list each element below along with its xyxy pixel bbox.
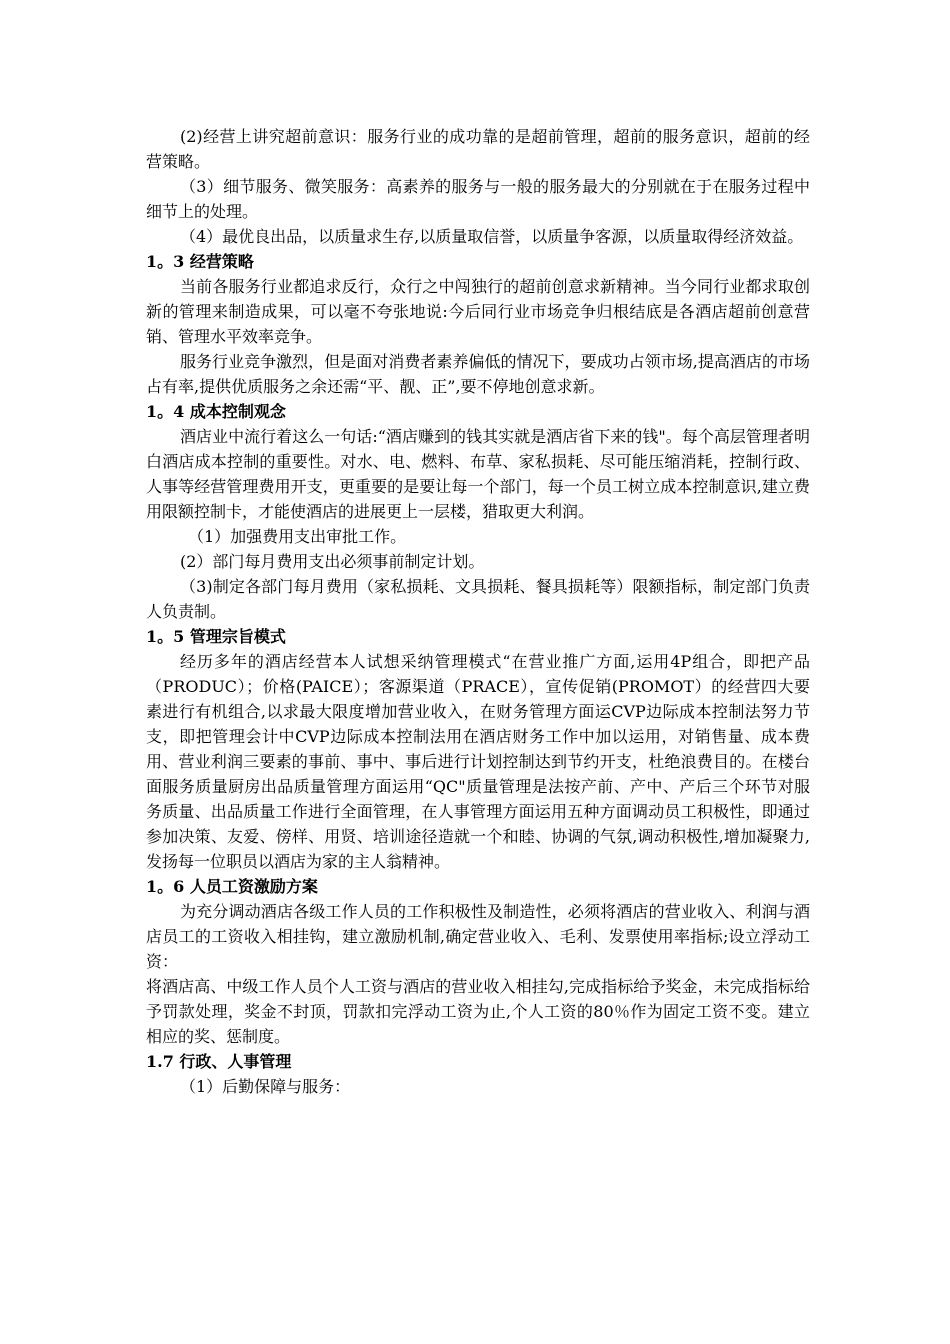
paragraph: (2)经营上讲究超前意识：服务行业的成功靠的是超前管理，超前的服务意识，超前的经营策略。 bbox=[146, 127, 810, 171]
section-heading: 1.7 行政、人事管理 bbox=[146, 1052, 292, 1071]
section-heading: 1。3 经营策略 bbox=[146, 252, 254, 271]
paragraph: 为充分调动酒店各级工作人员的工作积极性及制造性，必须将酒店的营业收入、利润与酒店员工的工资收入相挂钩，建立激励机制,确定营业收入、毛利、发票使用率指标;设立浮动工资： bbox=[146, 902, 810, 971]
paragraph: 经历多年的酒店经营本人试想采纳管理模式“在营业推广方面,运用4P组合，即把产品（PRODUC）；价格(PAICE）；客源渠道（PRACE），宣传促销(PROMOT）的经营四大要素进行有机组合,以求最大限度增加营业收入，在财务管理方面运CVP边际成本控制法努力节支，即把管理会计中CVP边际成本控制法用在酒店财务工作中加以运用，对销售量、成本费用、营业利润三要素的事前、事中、事后进行计划控制达到节约开支，杜绝浪费目的。在楼台面服务质量厨房出品质量管理方面运用“QC"质量管理是法按产前、产中、产后三个环节对服务质量、出品质量工作进行全面管理，在人事管理方面运用五种方面调动员工积极性，即通过参加决策、友爱、傍样、用贤、培训途径造就一个和睦、协调的气氛,调动积极性,增加凝聚力,发扬每一位职员以酒店为家的主人翁精神。 bbox=[146, 652, 810, 871]
section-heading: 1。6 人员工资激励方案 bbox=[146, 877, 318, 896]
section-heading: 1。5 管理宗旨模式 bbox=[146, 627, 286, 646]
section-heading: 1。4 成本控制观念 bbox=[146, 402, 286, 421]
paragraph: 当前各服务行业都追求反行，众行之中闯独行的超前创意求新精神。当今同行业都求取创新的管理来制造成果，可以毫不夸张地说:今后同行业市场竞争归根结底是各酒店超前创意营销、管理水平效率竞争。 bbox=[146, 277, 810, 346]
list-item: （1）加强费用支出审批工作。 bbox=[188, 527, 407, 546]
paragraph: （4）最优良出品，以质量求生存,以质量取信誉，以质量争客源，以质量取得经济效益。 bbox=[180, 227, 804, 246]
list-item: （1）后勤保障与服务： bbox=[180, 1077, 351, 1096]
document-body bbox=[146, 124, 810, 1099]
paragraph: 服务行业竞争激烈，但是面对消费者素养偏低的情况下，要成功占领市场,提高酒店的市场占有率,提供优质服务之余还需“平、靓、正”,要不停地创意求新。 bbox=[146, 352, 810, 396]
paragraph: 酒店业中流行着这么一句话:“酒店赚到的钱其实就是酒店省下来的钱"。每个高层管理者明白酒店成本控制的重要性。对水、电、燃料、布草、家私损耗、尽可能压缩消耗，控制行政、人事等经营管理费用开支，更重要的是要让每一个部门，每一个员工树立成本控制意识,建立费用限额控制卡，才能使酒店的进展更上一层楼，猎取更大利润。 bbox=[146, 427, 810, 521]
list-item: （3)制定各部门每月费用（家私损耗、文具损耗、餐具损耗等）限额指标，制定部门负责人负责制。 bbox=[146, 577, 810, 621]
paragraph: （3）细节服务、微笑服务：高素养的服务与一般的服务最大的分别就在于在服务过程中细节上的处理。 bbox=[146, 177, 810, 221]
paragraph: 将酒店高、中级工作人员个人工资与酒店的营业收入相挂勾,完成指标给予奖金，未完成指标给予罚款处理，奖金不封顶，罚款扣完浮动工资为止,个人工资的80％作为固定工资不变。建立相应的奖、惩制度。 bbox=[146, 977, 810, 1046]
list-item: (2）部门每月费用支出必须事前制定计划。 bbox=[180, 552, 485, 571]
